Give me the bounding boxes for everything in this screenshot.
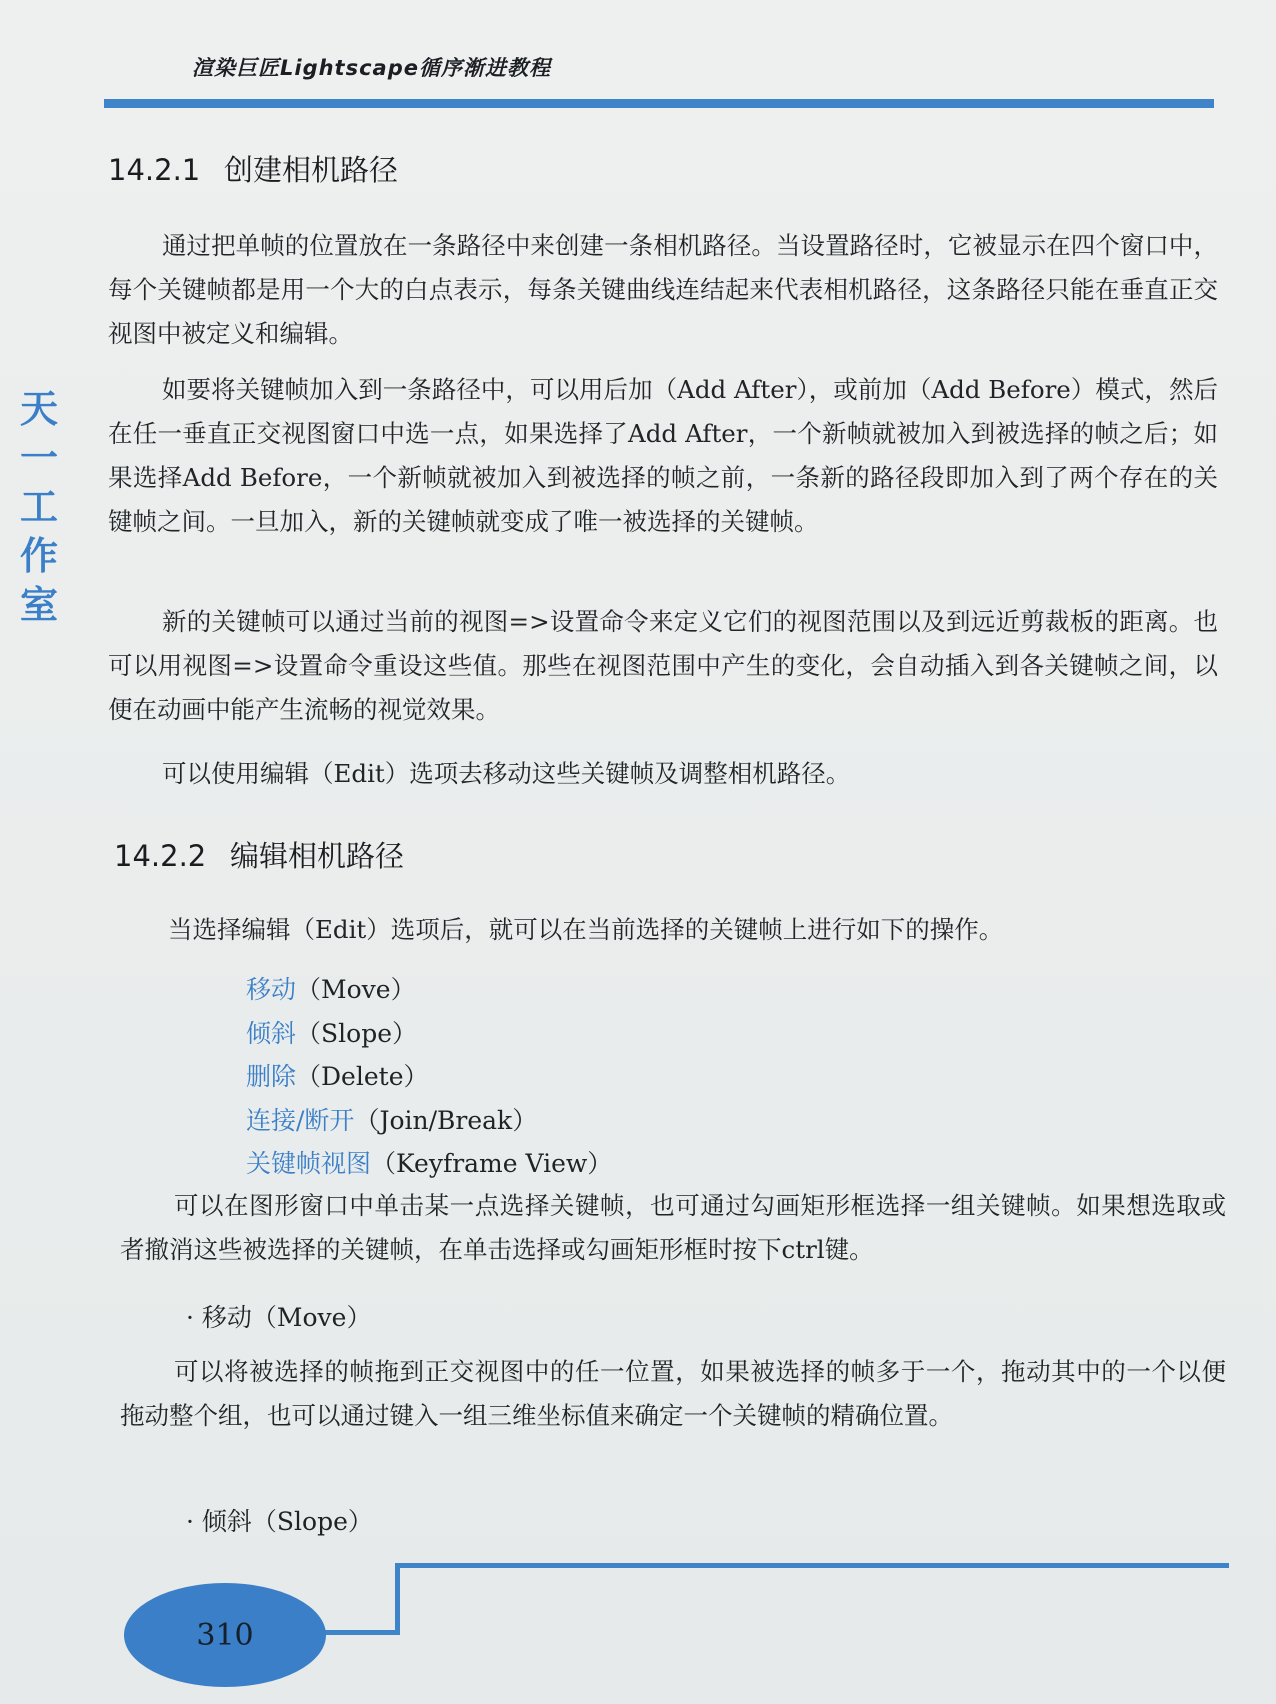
- paragraph-select: 可以在图形窗口中单击某一点选择关键帧，也可通过勾画矩形框选择一组关键帧。如果想选取或者撤消这些被选择的关键帧，在单击选择或勾画矩形框时按下ctrl键。: [120, 1191, 1226, 1264]
- section-number: 14.2.1: [108, 153, 201, 187]
- footer-rule: [395, 1563, 400, 1635]
- operation-en: （Keyframe View）: [371, 1149, 613, 1178]
- bullet-slope: · 倾斜（Slope）: [186, 1507, 373, 1536]
- list-item: [246, 968, 612, 1012]
- paragraph-move: 可以将被选择的帧拖到正交视图中的任一位置，如果被选择的帧多于一个，拖动其中的一个以便拖动整个组，也可以通过键入一组三维坐标值来确定一个关键帧的精确位置。: [120, 1357, 1226, 1430]
- operation-en: （Delete）: [296, 1062, 429, 1091]
- operation-en: （Move）: [296, 975, 416, 1004]
- operation-en: （Join/Break）: [354, 1105, 538, 1135]
- operation-en: （Slope）: [296, 1018, 417, 1048]
- section-number: 14.2.2: [114, 839, 207, 873]
- operation-name: 移动: [246, 975, 297, 1004]
- paragraph: 如要将关键帧加入到一条路径中，可以用后加（Add After），或前加（Add Before）模式，然后在任一垂直正交视图窗口中选一点，如果选择了Add After，一个新帧就被加入到被选择的帧之后；如果选择Add Before，一个新帧就被加入到被选择的帧之前，一条新的路径段即加入到了两个存在的关键帧之间。一旦加入，新的关键帧就变成了唯一被选择的关键帧。: [108, 375, 1218, 536]
- operation-list: [246, 968, 612, 1186]
- operation-name: 删除: [246, 1062, 297, 1091]
- list-item: [246, 1099, 612, 1143]
- page-number-badge: [124, 1583, 326, 1687]
- list-item: [246, 1055, 612, 1099]
- operation-name: 关键帧视图: [246, 1149, 372, 1178]
- list-item: [246, 1142, 612, 1186]
- section-title: 创建相机路径: [224, 153, 399, 187]
- side-label-studio: 天一工作室: [19, 386, 58, 627]
- operation-name: 连接/断开: [246, 1105, 355, 1135]
- operation-name: 倾斜: [246, 1018, 297, 1048]
- list-item: [246, 1012, 612, 1056]
- paragraph: 通过把单帧的位置放在一条路径中来创建一条相机路径。当设置路径时，它被显示在四个窗口中，每个关键帧都是用一个大的白点表示，每条关键曲线连结起来代表相机路径，这条路径只能在垂直正交视图中被定义和编辑。: [108, 231, 1218, 348]
- running-header-title: 渲染巨匠Lightscape循序渐进教程: [192, 56, 551, 80]
- paragraph: 新的关键帧可以通过当前的视图=>设置命令来定义它们的视图范围以及到远近剪裁板的距离。也可以用视图=>设置命令重设这些值。那些在视图范围中产生的变化，会自动插入到各关键帧之间，以便在动画中能产生流畅的视觉效果。: [108, 607, 1218, 724]
- bullet-move: · 移动（Move）: [186, 1303, 372, 1332]
- section-heading-create-path: [108, 148, 398, 189]
- section-title: 编辑相机路径: [230, 839, 405, 873]
- paragraph: 可以使用编辑（Edit）选项去移动这些关键帧及调整相机路径。: [162, 759, 851, 788]
- paragraph-intro: 当选择编辑（Edit）选项后，就可以在当前选择的关键帧上进行如下的操作。: [168, 915, 1004, 944]
- page-number: 310: [196, 1617, 254, 1653]
- footer-rule: [395, 1563, 1229, 1568]
- section-heading-edit-path: [114, 834, 404, 875]
- header-rule: [104, 99, 1214, 108]
